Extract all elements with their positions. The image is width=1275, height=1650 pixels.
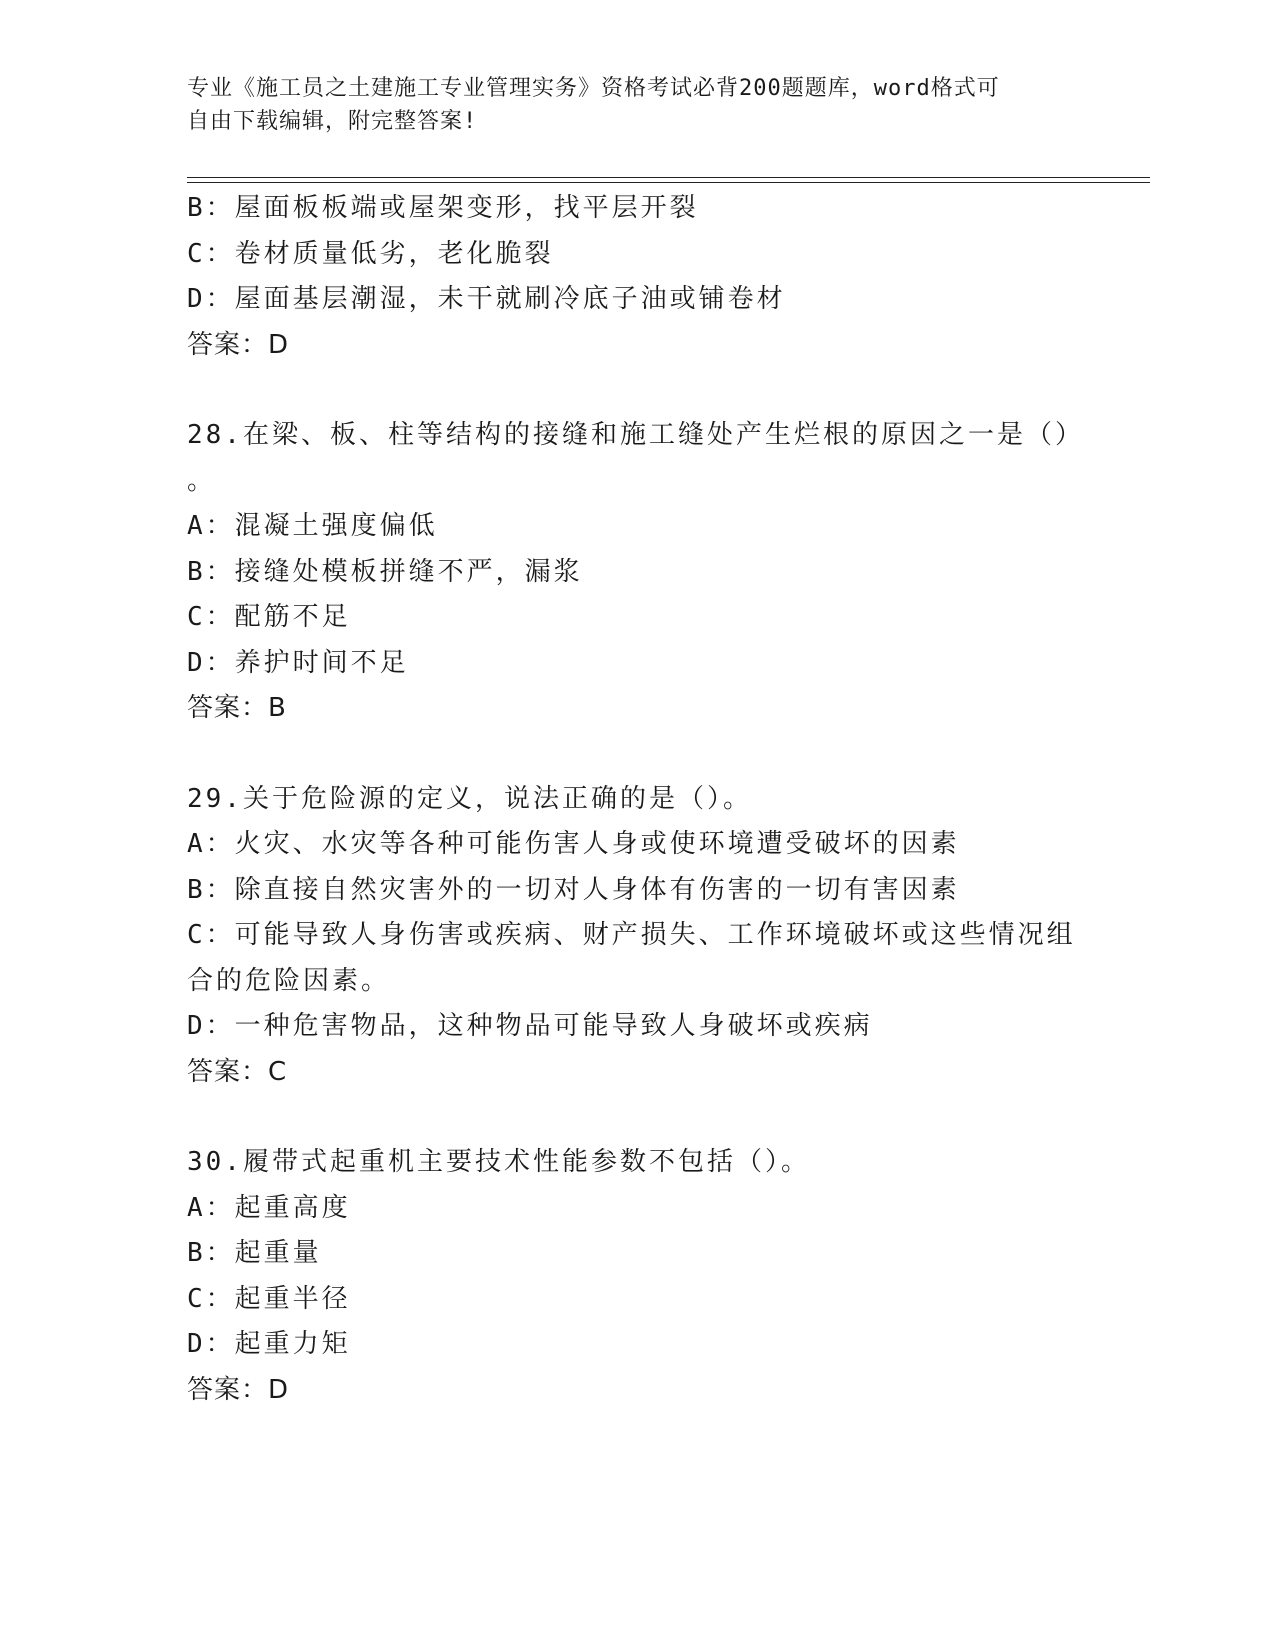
spacer (187, 732, 1087, 777)
answer: 答案：C (187, 1056, 288, 1087)
question-stem: 29.关于危险源的定义，说法正确的是（）。 (187, 783, 752, 814)
header-title-line1: 专业《施工员之土建施工专业管理实务》资格考试必背200题题库，word格式可 (187, 76, 1000, 101)
answer: 答案：B (187, 693, 287, 723)
option-b: B：接缝处模板拼缝不严，漏浆 (187, 556, 583, 587)
answer: 答案：D (187, 1374, 290, 1405)
document-header (187, 72, 1067, 138)
question-stem-continued: 。 (187, 465, 217, 496)
option-c: C：卷材质量低劣，老化脆裂 (187, 238, 554, 269)
question-29 (187, 777, 1087, 1096)
question-27-continued (187, 186, 1087, 368)
option-a: A：起重高度 (187, 1192, 351, 1223)
option-d: D：屋面基层潮湿，未干就刷冷底子油或铺卷材 (187, 284, 786, 314)
option-b: B：除直接自然灾害外的一切对人身体有伤害的一切有害因素 (187, 874, 960, 905)
header-divider-bottom (187, 182, 1150, 183)
option-c-continued: 合的危险因素。 (187, 965, 391, 996)
option-a: A：混凝土强度偏低 (187, 511, 438, 541)
question-stem: 28.在梁、板、柱等结构的接缝和施工缝处产生烂根的原因之一是（） (187, 420, 1084, 450)
option-a: A：火灾、水灾等各种可能伤害人身或使环境遭受破坏的因素 (187, 829, 960, 859)
spacer (187, 1095, 1087, 1140)
option-d: D：一种危害物品，这种物品可能导致人身破坏或疾病 (187, 1011, 873, 1041)
spacer (187, 368, 1087, 413)
option-c: C：可能导致人身伤害或疾病、财产损失、工作环境破坏或这些情况组 (187, 920, 1076, 950)
option-c: C：起重半径 (187, 1283, 351, 1314)
answer: 答案：D (187, 329, 290, 360)
question-list (187, 186, 1087, 1413)
option-c: C：配筋不足 (187, 602, 351, 632)
option-b: B：起重量 (187, 1238, 322, 1268)
question-28 (187, 413, 1087, 732)
option-b: B：屋面板板端或屋架变形，找平层开裂 (187, 193, 699, 223)
option-d: D：起重力矩 (187, 1329, 351, 1359)
question-stem: 30.履带式起重机主要技术性能参数不包括（）。 (187, 1147, 810, 1177)
option-d: D：养护时间不足 (187, 647, 409, 678)
question-30 (187, 1140, 1087, 1413)
header-divider-top (187, 177, 1150, 178)
header-title-line2: 自由下载编辑，附完整答案! (187, 109, 478, 134)
